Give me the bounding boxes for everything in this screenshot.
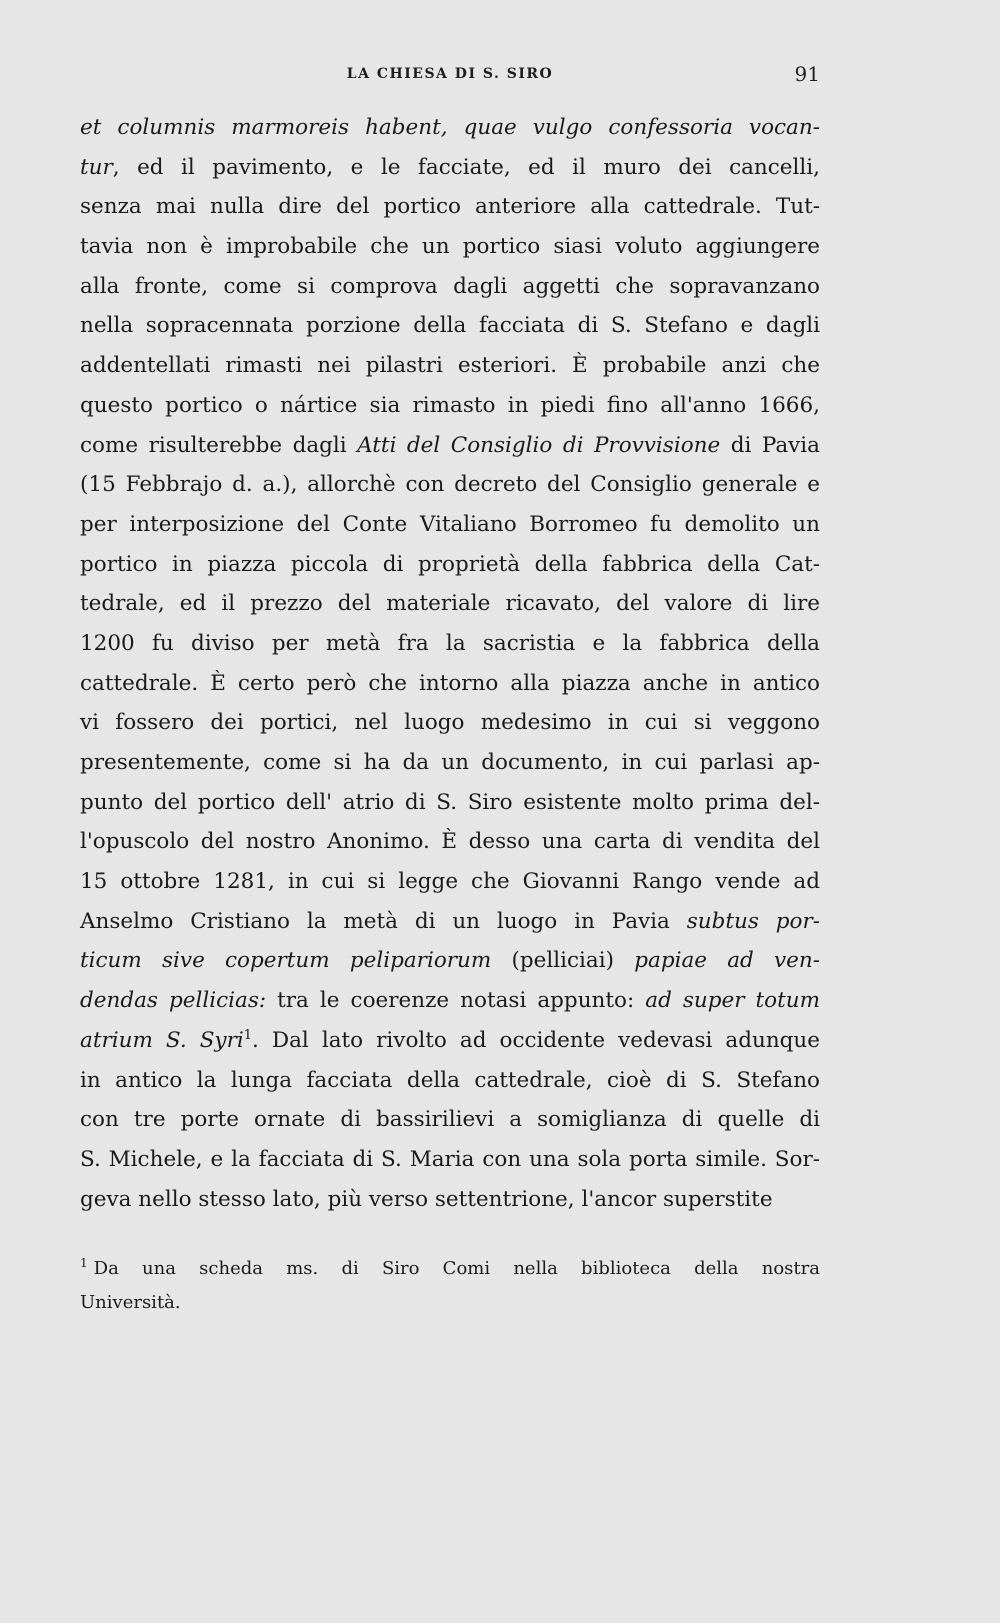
text-segment: addentellati rimasti nei pilastri esteriori. È probabile anzi che [80, 353, 820, 379]
footnote-reference: 1 [243, 1027, 253, 1043]
text-line [80, 267, 820, 307]
text-segment: et columnis marmoreis habent, quae vulgo confessoria vocan- [80, 115, 820, 140]
text-segment: atrium S. Syri [80, 1027, 244, 1053]
text-segment: l'opuscolo del nostro Anonimo. È desso una carta di vendita del [80, 829, 820, 855]
text-line [80, 505, 820, 545]
footnote-line [80, 1286, 820, 1320]
text-line [80, 1140, 820, 1180]
text-line [80, 386, 820, 426]
text-segment: ticum sive copertum pelipariorum [80, 948, 492, 974]
text-segment: con tre porte ornate di bassirilievi a somiglianza di quelle di [80, 1107, 820, 1133]
text-segment: cattedrale. È certo però che intorno alla piazza anche in antico [80, 670, 820, 696]
text-line [80, 1021, 820, 1061]
text-line [80, 1100, 820, 1140]
text-line [80, 862, 820, 902]
text-line [80, 1180, 820, 1220]
text-segment: . Dal lato rivolto ad occidente vedevasi adunque [252, 1027, 820, 1053]
text-line [80, 624, 820, 664]
text-segment: alla fronte, come si comprova dagli aggetti che sopravanzano [80, 273, 820, 299]
text-line [80, 703, 820, 743]
footnote-line [80, 1252, 820, 1286]
text-segment: questo portico o nártice sia rimasto in piedi fino all'anno 1666, [80, 392, 820, 418]
text-line [80, 822, 820, 862]
text-segment: papiae ad ven- [634, 948, 820, 974]
page-number: 91 [794, 62, 820, 86]
text-segment: presentemente, come si ha da un documento, in cui parlasi ap- [80, 750, 820, 775]
text-line [80, 1061, 820, 1101]
text-segment: in antico la lunga facciata della cattedrale, cioè di S. Stefano [80, 1067, 820, 1093]
text-segment: tra le coerenze notasi appunto: [266, 988, 646, 1014]
text-line [80, 227, 820, 267]
text-segment: (pelliciai) [491, 948, 635, 974]
text-segment: tavia non è improbabile che un portico siasi voluto aggiungere [80, 234, 820, 260]
text-segment: ad super totum [645, 988, 820, 1014]
text-line [80, 584, 820, 624]
text-line [80, 545, 820, 585]
body-text [80, 108, 820, 1219]
text-line [80, 426, 820, 466]
text-segment: come risulterebbe dagli [80, 432, 358, 458]
text-line [80, 743, 820, 783]
text-segment: Anselmo Cristiano la metà di un luogo in Pavia [80, 908, 687, 934]
text-segment: vi fossero dei portici, nel luogo medesimo in cui si veggono [80, 710, 820, 736]
page-header [80, 62, 820, 92]
text-segment: tedrale, ed il prezzo del materiale ricavato, del valore di lire [80, 591, 820, 617]
text-segment: Atti del Consiglio di Provvisione [357, 432, 721, 458]
text-segment: di Pavia [720, 432, 820, 458]
text-line [80, 783, 820, 823]
text-segment: senza mai nulla dire del portico anteriore alla cattedrale. Tut- [80, 194, 820, 220]
text-line [80, 465, 820, 505]
text-segment: per interposizione del Conte Vitaliano Borromeo fu demolito un [80, 511, 820, 537]
text-line [80, 187, 820, 227]
text-line [80, 306, 820, 346]
footnote-marker: 1 [80, 1256, 88, 1270]
text-segment: 15 ottobre 1281, in cui si legge che Giovanni Rango vende ad [80, 869, 820, 895]
footnote-text: Da una scheda ms. di Siro Comi nella biblioteca della nostra [93, 1258, 820, 1279]
text-segment: subtus por- [686, 908, 820, 934]
footnote [80, 1252, 820, 1320]
text-segment: geva nello stesso lato, più verso settentrione, l'ancor superstite [80, 1186, 773, 1212]
text-segment: (15 Febbrajo d. a.), allorchè con decreto del Consiglio generale e [80, 472, 820, 498]
text-line [80, 941, 820, 981]
text-line [80, 902, 820, 942]
text-segment: S. Michele, e la facciata di S. Maria con una sola porta simile. Sor- [80, 1146, 820, 1172]
text-line [80, 981, 820, 1021]
running-head: LA CHIESA DI S. SIRO [346, 66, 554, 82]
text-line [80, 148, 820, 188]
text-line [80, 346, 820, 386]
footnote-text: Università. [80, 1292, 181, 1313]
text-segment: nella sopracennata porzione della facciata di S. Stefano e dagli [80, 313, 820, 339]
text-segment: portico in piazza piccola di proprietà della fabbrica della Cat- [80, 551, 820, 577]
text-segment: , ed il pavimento, e le facciate, ed il muro dei cancelli, [112, 154, 820, 180]
text-segment: punto del portico dell' atrio di S. Siro esistente molto prima del- [80, 789, 820, 815]
text-line [80, 108, 820, 148]
text-segment: 1200 fu diviso per metà fra la sacristia e la fabbrica della [80, 630, 820, 656]
text-segment: dendas pellicias: [80, 988, 267, 1014]
text-line [80, 664, 820, 704]
text-segment: tur [80, 154, 113, 180]
